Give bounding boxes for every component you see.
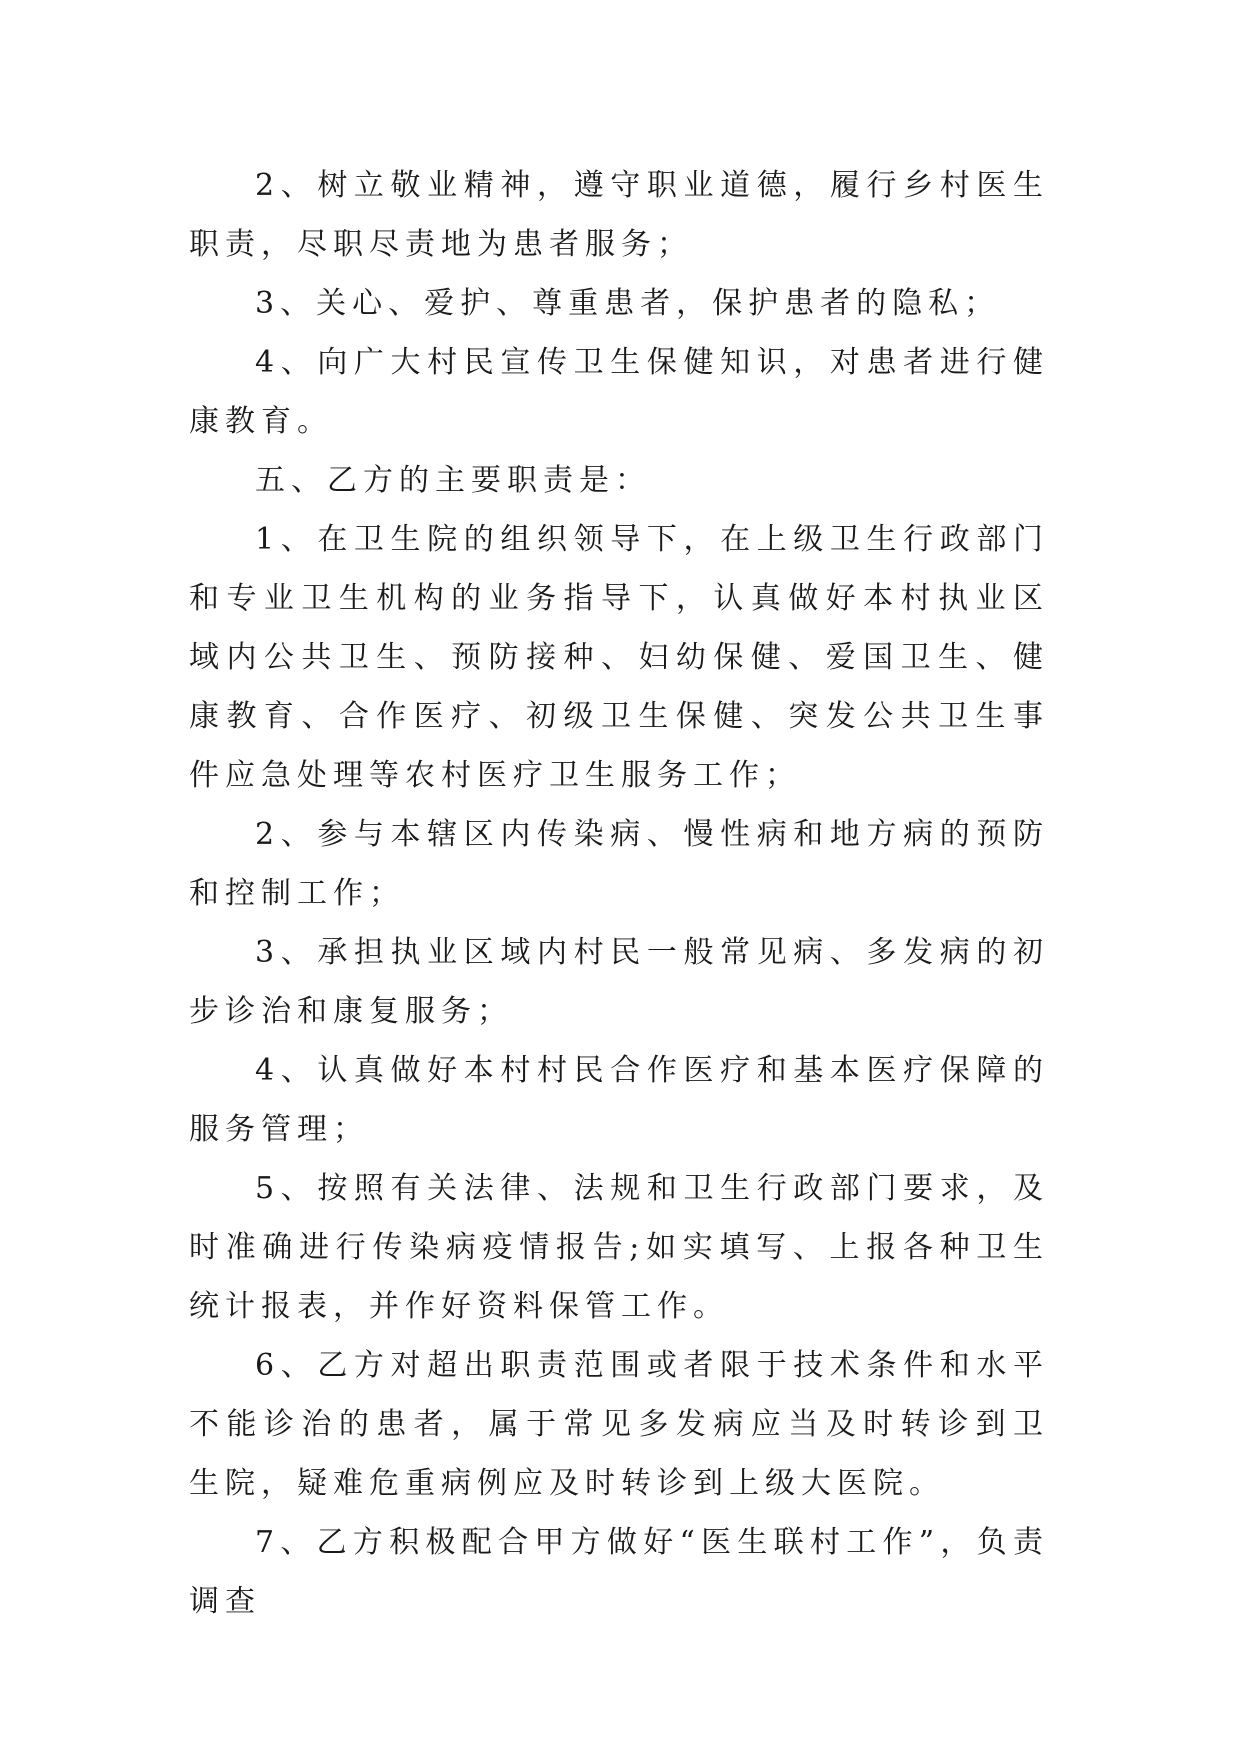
paragraph-duty-2: 2、树立敬业精神，遵守职业道德，履行乡村医生职责，尽职尽责地为患者服务； [189,168,1049,262]
paragraph-b-duty-5: 5、按照有关法律、法规和卫生行政部门要求，及时准确进行传染病疫情报告;如实填写、上报各种卫生统计报表，并作好资料保管工作。 [189,1171,1049,1324]
paragraph-b-duty-6: 6、乙方对超出职责范围或者限于技术条件和水平不能诊治的患者，属于常见多发病应当及时转诊到卫生院，疑难危重病例应及时转诊到上级大医院。 [189,1348,1049,1501]
paragraph-b-duty-4: 4、认真做好本村村民合作医疗和基本医疗保障的服务管理； [189,1053,1049,1147]
paragraph-b-duty-1: 1、在卫生院的组织领导下，在上级卫生行政部门和专业卫生机构的业务指导下，认真做好本村执业区域内公共卫生、预防接种、妇幼保健、爱国卫生、健康教育、合作医疗、初级卫生保健、突发公共卫生事件应急处理等农村医疗卫生服务工作； [189,522,1049,793]
paragraph-duty-3: 3、关心、爱护、尊重患者，保护患者的隐私； [255,286,1001,321]
paragraph-b-duty-7: 7、乙方积极配合甲方做好“医生联村工作”，负责调查 [189,1525,1049,1619]
paragraph-b-duty-2: 2、参与本辖区内传染病、慢性病和地方病的预防和控制工作； [189,817,1049,911]
section-heading-party-b-duties: 五、乙方的主要职责是： [255,463,651,498]
paragraph-b-duty-3: 3、承担执业区域内村民一般常见病、多发病的初步诊治和康复服务； [189,935,1049,1029]
document-body [189,156,1049,1631]
paragraph-duty-4: 4、向广大村民宣传卫生保健知识，对患者进行健康教育。 [189,345,1049,439]
